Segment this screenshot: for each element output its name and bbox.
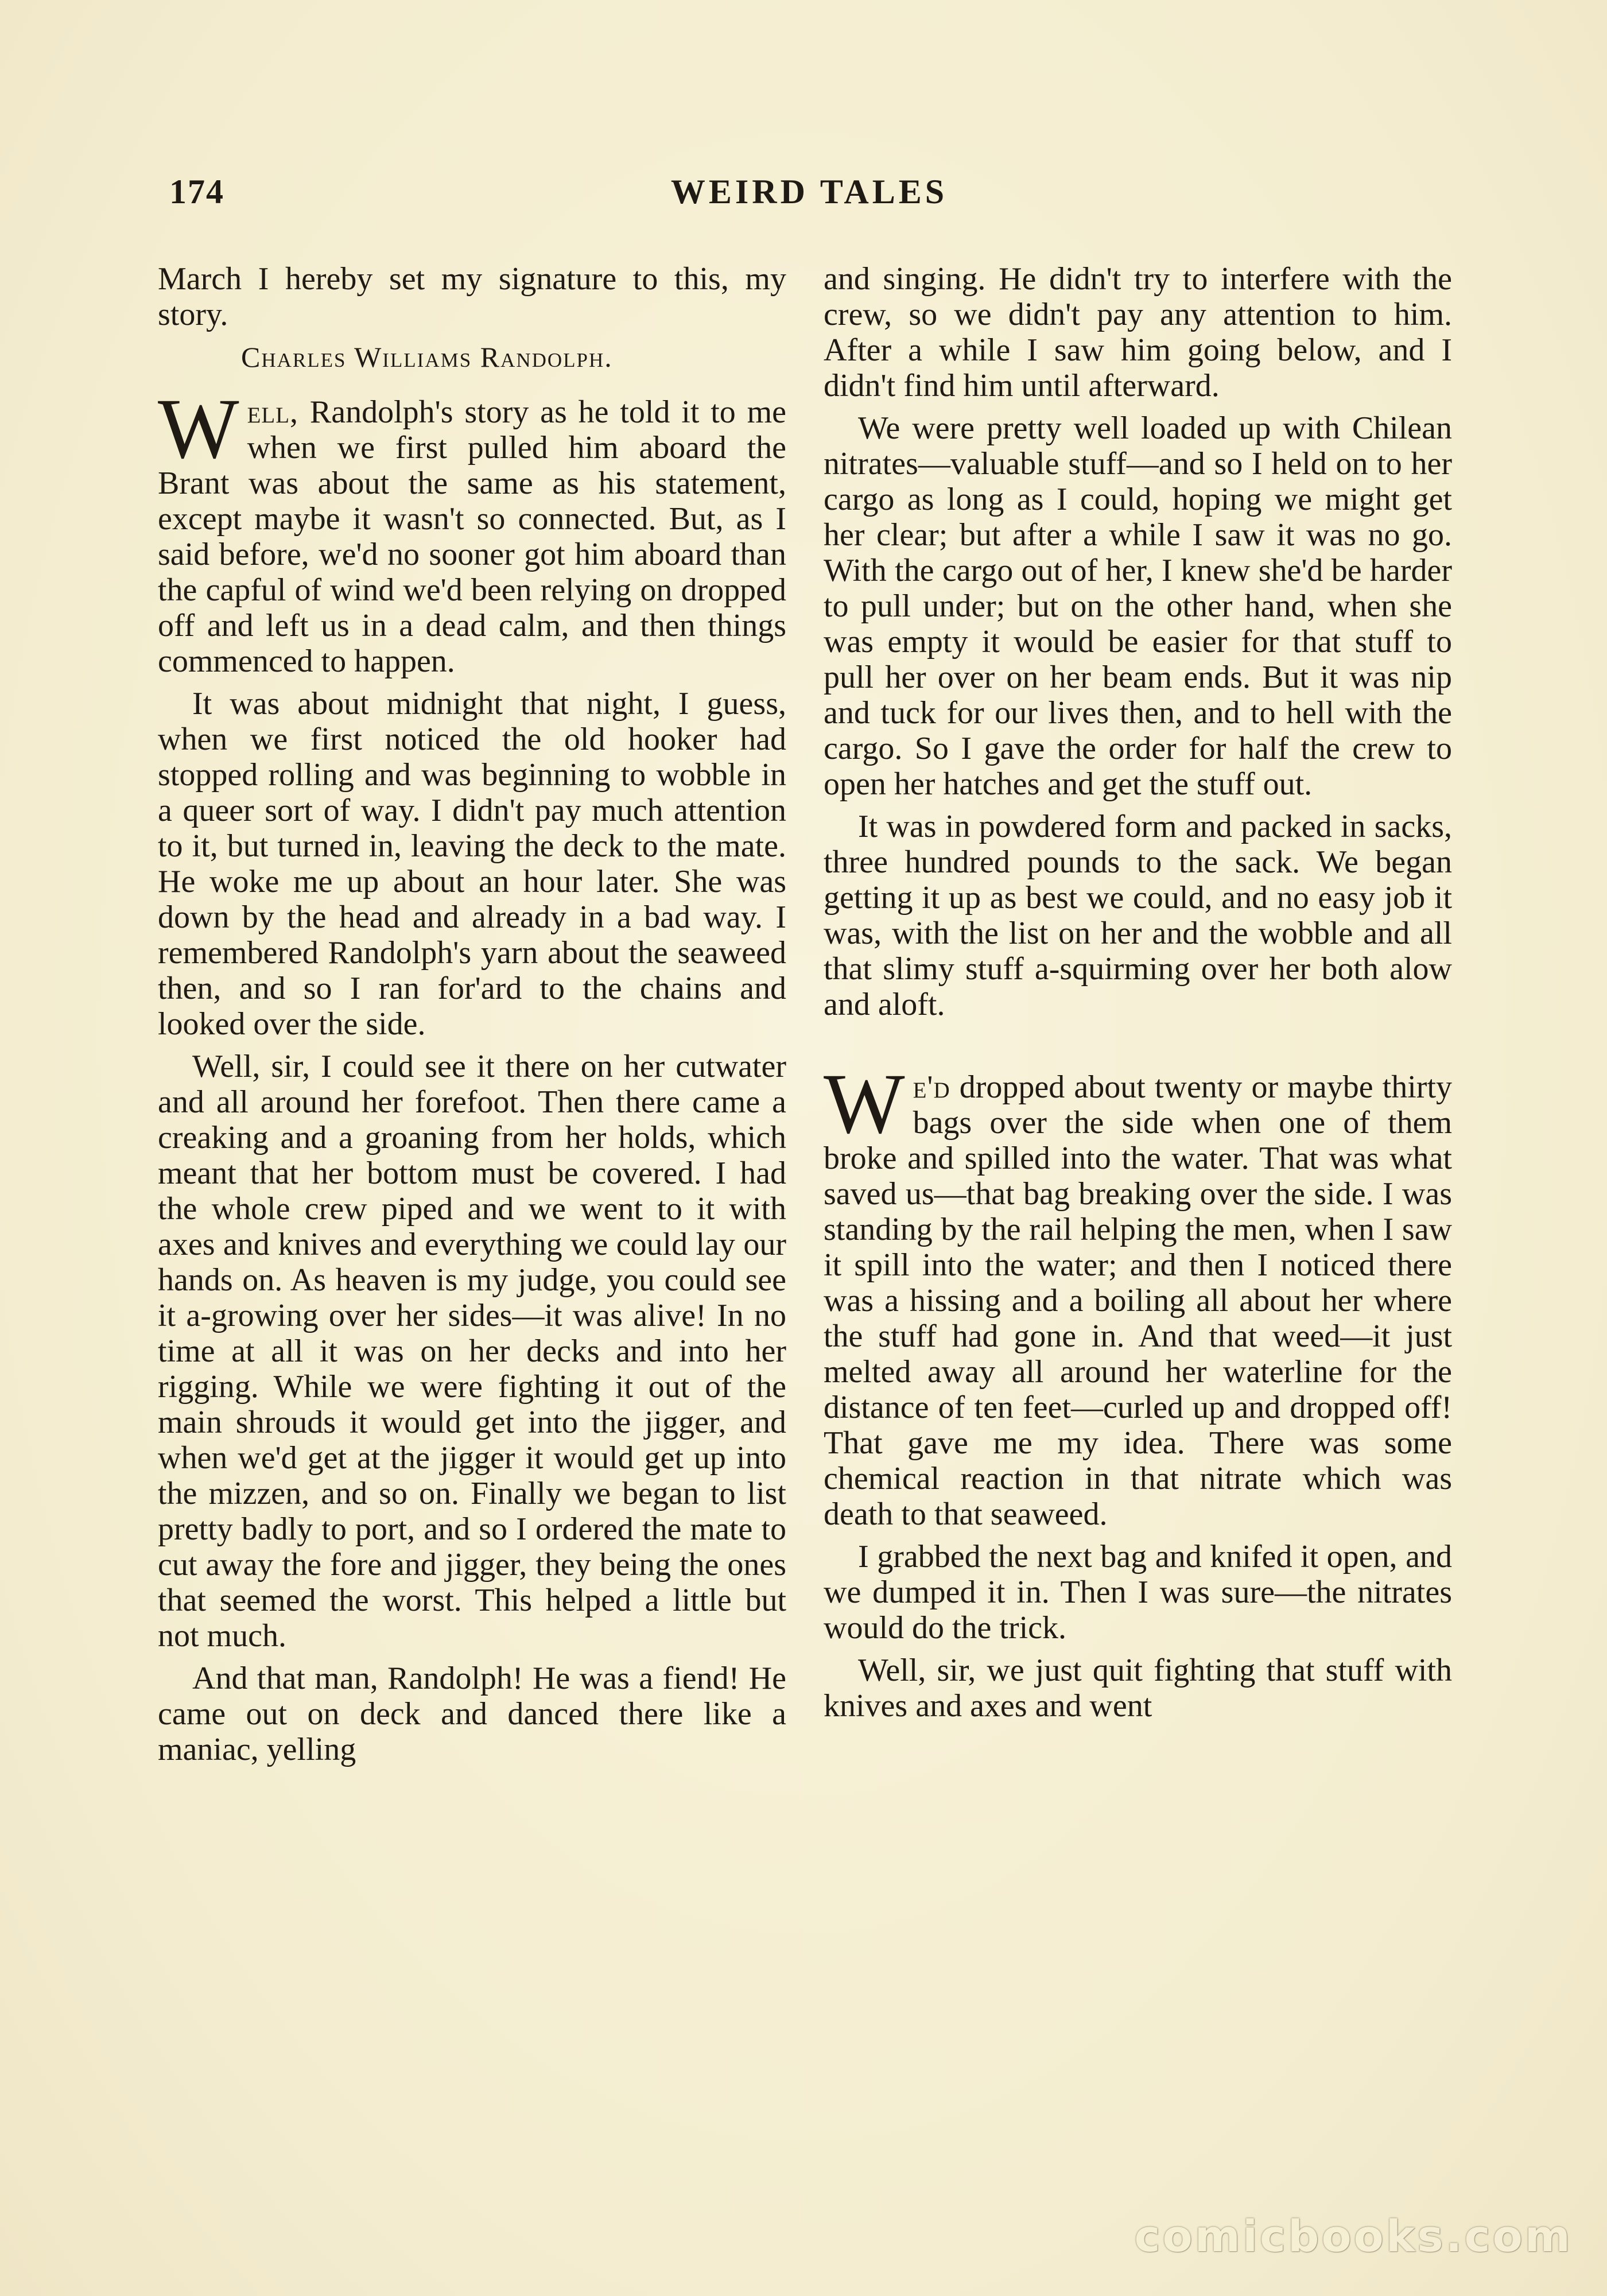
page-number: 174 <box>169 173 224 211</box>
watermark-logo: comicbooks.com <box>1134 2210 1573 2262</box>
lead-smallcaps: ell, <box>247 394 299 430</box>
paragraph-text: Randolph's story as he told it to me when we first pulled him aboard the Brant was about the same as his statement, except maybe it wasn't so connected. But, as I said before, we'd no sooner got him aboard than the capful of wind we'd been relying on dropped off and left us in a dead calm, and then things commenced to happen. <box>158 394 786 679</box>
paragraph-statement-end: March I hereby set my signature to this, my story. <box>158 261 786 332</box>
paragraph-well-randolph <box>158 381 786 679</box>
paragraph-cutwater: Well, sir, I could see it there on her cutwater and all around her forefoot. Then there came a creaking and a groaning from her holds, which meant that her bottom must be covered. I had the whole crew piped and we went to it with axes and knives and everything we could lay our hands on. As heaven is my judge, you could see it a-growing over her sides—it was alive! In no time at all it was on her decks and into her rigging. While we were fighting it out of the main shrouds it would get into the jigger, and when we'd get at the jigger it would get up into the mizzen, and so on. Finally we began to list pretty badly to port, and so I ordered the mate to cut away the fore and jigger, they being the ones that seemed the worst. This helped a little but not much. <box>158 1049 786 1654</box>
left-column <box>158 261 786 1774</box>
signature: Charles Williams Randolph. <box>241 341 613 373</box>
drop-cap: W <box>158 381 239 476</box>
paragraph-next-bag: I grabbed the next bag and knifed it open, and we dumped it in. Then I was sure—the nitrates would do the trick. <box>824 1539 1452 1646</box>
lead-smallcaps: e'd <box>913 1069 950 1105</box>
page-header <box>169 172 1449 224</box>
paragraph-midnight: It was about midnight that night, I guess, when we first noticed the old hooker had stopped rolling and was beginning to wobble in a queer sort of way. I didn't pay much attention to it, but turned in, leaving the deck to the mate. He woke me up about an hour later. She was down by the head and already in a bad way. I remembered Randolph's yarn about the seaweed then, and so I ran for'ard to the chains and looked over the side. <box>158 686 786 1042</box>
section-break <box>824 1029 1452 1069</box>
paragraph-text: dropped about twenty or maybe thirty bags over the side when one of them broke and spilled into the water. That was what saved us—that bag breaking over the side. I was standing by the rail helping the men, when I saw it spill into the water; and then I noticed there was a hissing and a boiling all about her where the stuff had gone in. And that weed—it just melted away all around her waterline for the distance of ten feet—curled up and dropped off! That gave me my idea. There was some chemical reaction in that nitrate which was death to that seaweed. <box>824 1069 1452 1532</box>
paragraph-fiend: And that man, Randolph! He was a fiend! He came out on deck and danced there like a maniac, yelling <box>158 1661 786 1767</box>
paragraph-dropped-bags <box>824 1056 1452 1532</box>
paragraph-powdered: It was in powdered form and packed in sacks, three hundred pounds to the sack. We began getting it up as best we could, and no easy job it was, with the list on her and the wobble and all that slimy stuff a-squirming over her both alow and aloft. <box>824 809 1452 1022</box>
paragraph-nitrates: We were pretty well loaded up with Chilean nitrates—valuable stuff—and so I held on to her cargo as long as I could, hoping we might get her clear; but after a while I saw it was no go. With the cargo out of her, I knew she'd be harder to pull under; but on the other hand, when she was empty it would be easier for that stuff to pull her over on her beam ends. But it was nip and tuck for our lives then, and to hell with the cargo. So I gave the order for half the crew to open her hatches and get the stuff out. <box>824 410 1452 802</box>
drop-cap: W <box>824 1056 905 1151</box>
running-title: WEIRD TALES <box>670 173 948 211</box>
paragraph-quit-fighting: Well, sir, we just quit fighting that stuff with knives and axes and went <box>824 1653 1452 1724</box>
paragraph-singing: and singing. He didn't try to interfere with the crew, so we didn't pay any attention to him. After a while I saw him going below, and I didn't find him until afterward. <box>824 261 1452 404</box>
right-column <box>824 261 1452 1731</box>
